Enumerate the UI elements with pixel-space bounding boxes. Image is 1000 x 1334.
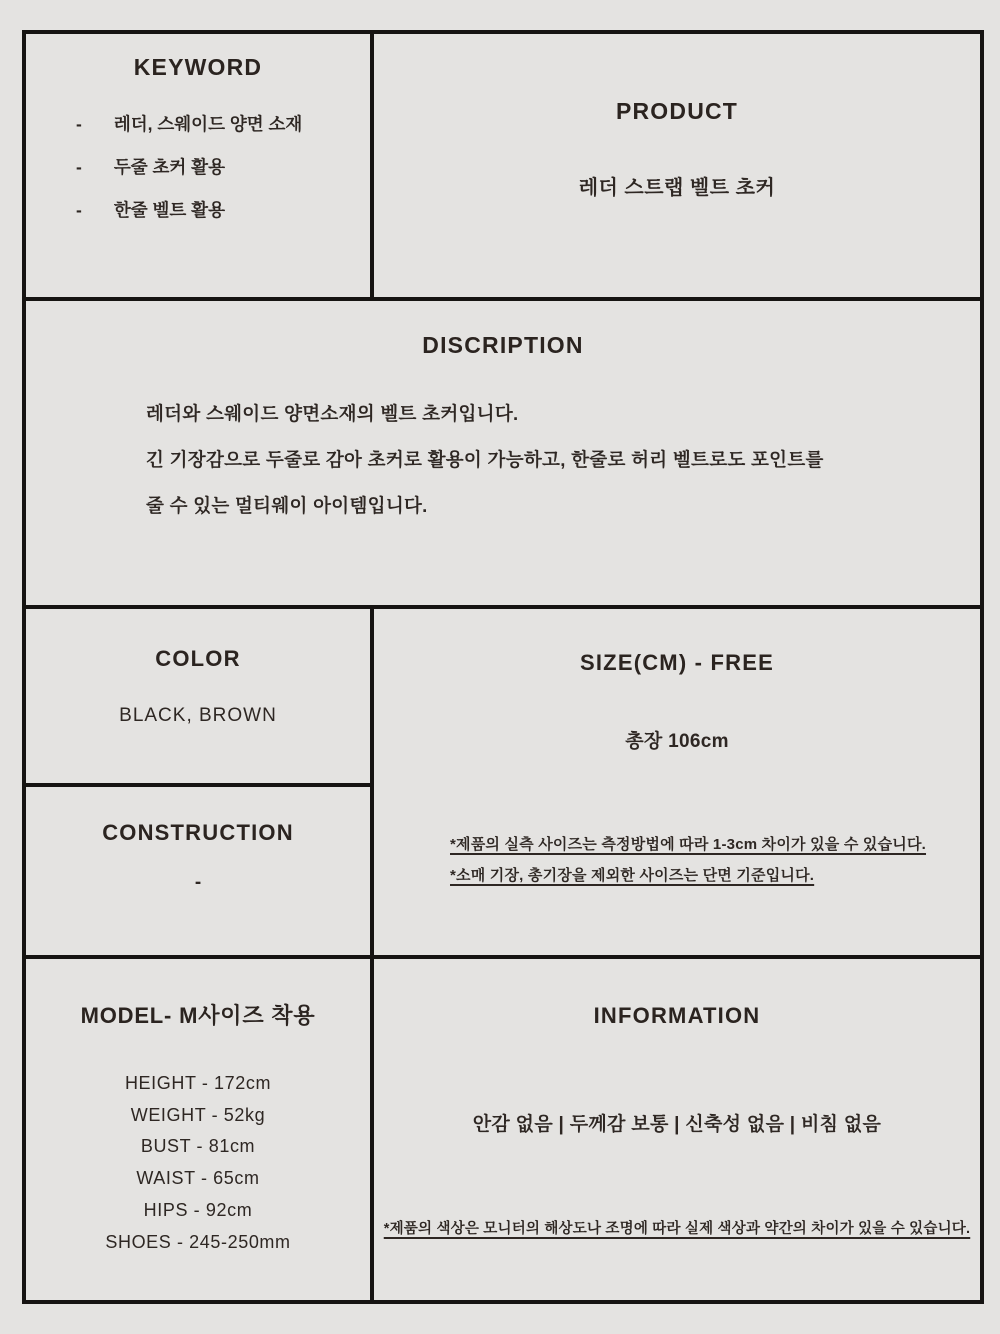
product-title: PRODUCT [615, 98, 739, 124]
keyword-title: KEYWORD [133, 54, 263, 80]
construction-cell-td [24, 785, 372, 957]
discription-cell-td [24, 299, 982, 607]
discription-line: 줄 수 있는 멀티웨이 아이템입니다. [146, 495, 428, 516]
product-cell-td [372, 32, 982, 299]
construction-title: CONSTRUCTION [102, 820, 294, 845]
model-section [26, 959, 370, 1258]
keyword-item-text: 한줄 벨트 활용 [113, 200, 225, 220]
model-title: MODEL- M사이즈 착용 [80, 1003, 316, 1028]
size-value: 총장 106cm [625, 731, 729, 752]
discription-line: 레더와 스웨이드 양면소재의 벨트 초커입니다. [146, 403, 519, 424]
keyword-section [26, 34, 370, 240]
information-section [374, 959, 980, 1245]
keyword-item-text: 두줄 초커 활용 [113, 157, 225, 177]
model-spec: WEIGHT - 52kg [130, 1104, 266, 1125]
model-spec-list [105, 1068, 290, 1258]
model-cell-td [24, 957, 372, 1302]
information-value: 안감 없음 | 두께감 보통 | 신축성 없음 | 비침 없음 [472, 1114, 882, 1135]
keyword-list [26, 111, 370, 240]
size-cell-td [372, 607, 982, 957]
list-item [76, 154, 370, 180]
discription-line: 긴 기장감으로 두줄로 감아 초커로 활용이 가능하고, 한줄로 허리 벨트로도 포인트를 [146, 449, 824, 470]
list-item [76, 197, 370, 223]
spec-table [22, 30, 984, 1304]
dash-bullet: - [76, 114, 82, 134]
size-note: *제품의 실측 사이즈는 측정방법에 따라 1-3cm 차이가 있을 수 있습니다. [450, 836, 927, 853]
model-spec: BUST - 81cm [140, 1136, 256, 1157]
model-spec: HEIGHT - 172cm [124, 1073, 272, 1093]
keyword-cell-td [24, 32, 372, 299]
construction-section [26, 787, 370, 894]
model-spec: WAIST - 65cm [136, 1168, 260, 1189]
color-cell-td [24, 607, 372, 785]
discription-body [26, 391, 980, 529]
color-title: COLOR [155, 646, 241, 671]
size-note: *소매 기장, 총기장을 제외한 사이즈는 단면 기준입니다. [450, 867, 815, 884]
color-section [26, 609, 370, 727]
dash-bullet: - [76, 200, 82, 220]
color-value: BLACK, BROWN [119, 705, 277, 726]
keyword-item-text: 레더, 스웨이드 양면 소재 [113, 114, 303, 134]
information-title: INFORMATION [593, 1003, 761, 1028]
list-item [76, 111, 370, 137]
information-cell-td [372, 957, 982, 1302]
size-title: SIZE(CM) - FREE [580, 650, 774, 675]
information-note: *제품의 색상은 모니터의 해상도나 조명에 따라 실제 색상과 약간의 차이가 있을 수 있습니다. [383, 1221, 971, 1237]
size-notes [374, 829, 980, 891]
product-name: 레더 스트랩 벨트 초커 [578, 177, 776, 199]
model-spec: SHOES - 245-250mm [105, 1231, 291, 1252]
dash-bullet: - [76, 157, 82, 177]
construction-value: - [194, 872, 202, 893]
discription-section [26, 301, 980, 529]
size-section [374, 609, 980, 891]
discription-title: DISCRIPTION [422, 332, 584, 358]
product-section [374, 34, 980, 200]
model-spec: HIPS - 92cm [143, 1199, 253, 1220]
